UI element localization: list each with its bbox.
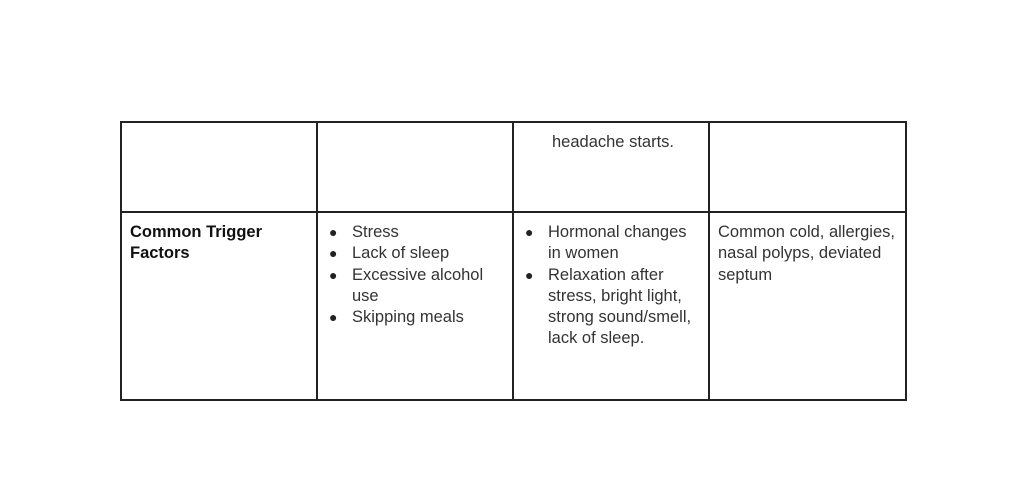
list-item-text: Lack of sleep (352, 244, 450, 263)
bullet-icon: ● (329, 245, 338, 262)
bullet-icon: ● (329, 309, 338, 326)
list-item-text: Skipping meals (352, 308, 464, 327)
row-label: Common Trigger Factors (130, 223, 263, 263)
table-row (121, 122, 906, 212)
list-item-text: Hormonal changes in women (548, 223, 687, 263)
table-cell-empty (709, 122, 906, 212)
list-item-text: Excessive alcohol use (352, 265, 484, 305)
list-item-text: Relaxation after stress, bright light, strong sound/smell, lack of sleep. (548, 265, 692, 348)
table-cell (513, 212, 709, 400)
bullet-list (522, 222, 700, 350)
table-cell (317, 212, 513, 400)
list-item-text: Stress (352, 223, 399, 241)
cell-text: headache starts. (552, 133, 674, 151)
cell-text: Common cold, allergies, nasal polyps, deviated septum (718, 223, 895, 284)
list-item (326, 265, 504, 308)
bullet-icon: ● (525, 224, 534, 240)
bullet-icon: ● (329, 266, 338, 283)
bullet-icon: ● (329, 224, 338, 240)
bullet-icon: ● (525, 266, 534, 283)
list-item (522, 222, 700, 265)
table-cell (709, 212, 906, 400)
list-item (326, 307, 504, 328)
table-cell (513, 122, 709, 212)
list-item (326, 243, 504, 264)
list-item (326, 222, 504, 243)
table-cell-empty (121, 122, 317, 212)
list-item (522, 265, 700, 350)
comparison-table (120, 121, 907, 401)
table-cell (121, 212, 317, 400)
bullet-list (326, 222, 504, 328)
table-cell-empty (317, 122, 513, 212)
table-row (121, 212, 906, 400)
